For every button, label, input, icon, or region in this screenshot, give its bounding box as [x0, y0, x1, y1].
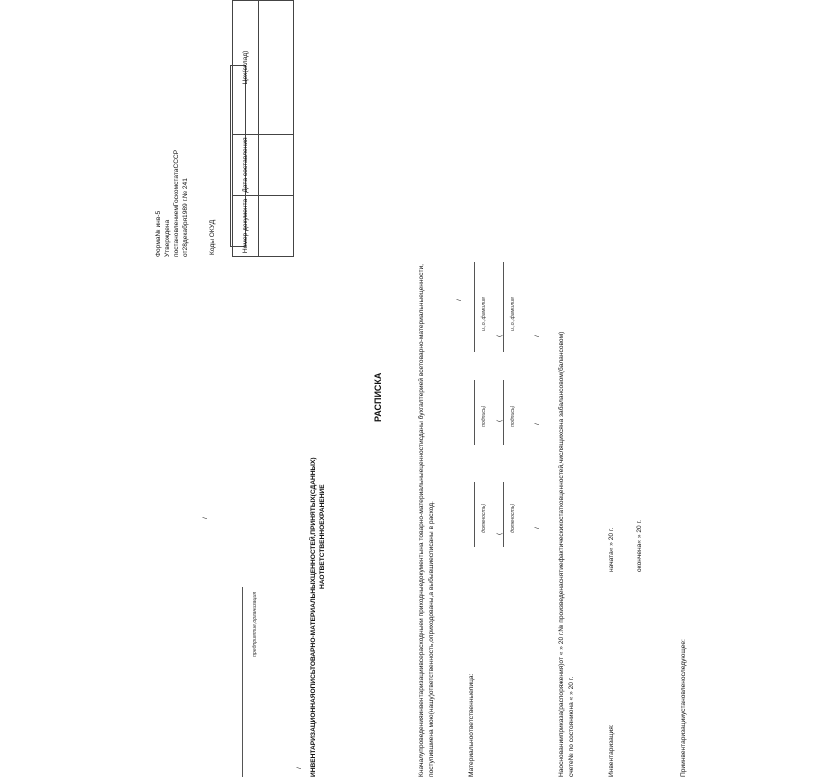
- name-line-1: [474, 262, 475, 352]
- table-row: [259, 1, 294, 257]
- decree-date: от28декабря1989 г.№ 241: [182, 178, 189, 257]
- receipt-slash: /: [456, 299, 463, 301]
- responsible-persons-label: Материальноответственныелица:: [468, 673, 475, 777]
- organization-slash-2: /: [296, 767, 303, 769]
- position-caption-2: должность): [510, 503, 516, 533]
- name-caption-1: и.,о.,фамилия: [481, 297, 487, 331]
- position-caption-1: должность): [481, 503, 487, 533]
- document-title-line1: ИНВЕНТАРИЗАЦИОННАЯОПИСЬТОВАРНО-МАТЕРИАЛЬНЫХЦЕННОСТЕЙ,ПРИНЯТЫХ(СДАННЫХ): [310, 457, 317, 777]
- bracket-1: (: [496, 532, 503, 535]
- signature-line-2: [503, 380, 504, 445]
- organization-caption: предприятие,организация: [252, 591, 258, 657]
- order-basis-line2: счете№ по состояниюна « » 20 г.: [568, 676, 575, 777]
- organization-slash: /: [202, 517, 209, 519]
- cell-date: [259, 135, 294, 196]
- position-line-2: [503, 482, 504, 547]
- cell-shop: [259, 1, 294, 135]
- document-info-table: [232, 0, 294, 257]
- organization-line: [242, 587, 243, 777]
- signature-caption-1: подпись): [481, 405, 487, 427]
- bracket-3: (: [496, 334, 503, 337]
- bracket-2: (: [496, 419, 503, 422]
- inventory-end-date: окончена« » 20 г.: [636, 520, 643, 572]
- header-document-number: Номер документа: [233, 196, 259, 257]
- document-title-line2: НАОТВЕТСТВЕННОЕХРАНЕНИЕ: [319, 484, 326, 589]
- slash-small-2: /: [534, 423, 541, 425]
- cell-document-number: [259, 196, 294, 257]
- header-date: Дата составления: [233, 135, 259, 196]
- okud-label: Коды ОКУД: [209, 219, 216, 255]
- decree-line: постановлениемГоскомстатаСССР: [173, 149, 180, 257]
- position-line-1: [474, 482, 475, 547]
- slash-small-3: /: [534, 335, 541, 337]
- signature-caption-2: подпись): [510, 405, 516, 427]
- header-shop: Цех(склад): [233, 1, 259, 135]
- order-basis-line1: Наоснованииприказа(распоряжения)от « » 20 г.№ произведенаснятиефактическихостатковценностей,числящихсяна забалансовом(балансовом): [558, 331, 565, 777]
- name-line-2: [503, 262, 504, 352]
- inventory-label: Инвентаризация:: [608, 724, 615, 777]
- approved-label: Утверждена: [164, 219, 171, 257]
- receipt-text-line1: Кначалупроведенияинвентаризациивсерасходныеи приходныедокументына товарно-материальныеценностисданы бухгалтерией всетоварно-материальныеценности,: [418, 263, 425, 777]
- signature-line-1: [474, 380, 475, 445]
- slash-small-1: /: [534, 527, 541, 529]
- findings-line: Приинвентаризацииустановленоследующее:: [680, 639, 687, 777]
- form-number: Форма№ инв-5: [155, 210, 162, 257]
- table-row: [233, 1, 259, 257]
- inventory-start-date: начата« » 20 г.: [608, 527, 615, 572]
- receipt-heading: РАСПИСКА: [373, 372, 383, 422]
- receipt-text-line2: поступившиена мою(нашу)ответственность,оприходованы,а выбывшиесписаны в расход.: [428, 501, 435, 777]
- name-caption-2: и.,о.,фамилия: [510, 297, 516, 331]
